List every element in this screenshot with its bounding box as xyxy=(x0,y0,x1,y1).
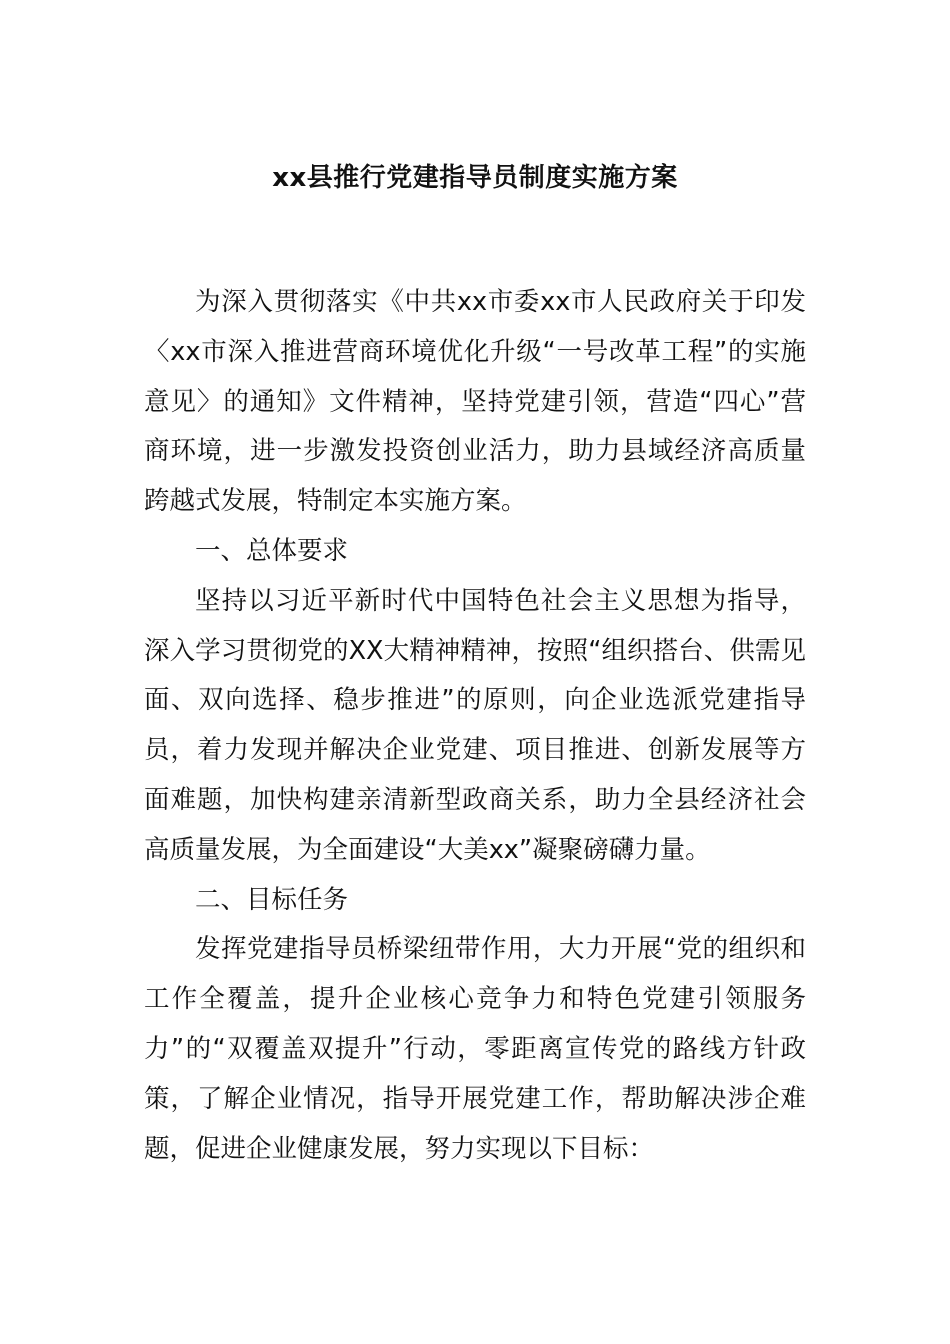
general-requirements-paragraph: 坚持以习近平新时代中国特色社会主义思想为指导，深入学习贯彻党的XX大精神精神，按照“组织搭台、供需见面、双向选择、稳步推进”的原则，向企业选派党建指导员，着力发现并解决企业党建、项目推进、创新发展等方面难题，加快构建亲清新型政商关系，助力全县经济社会高质量发展，为全面建设“大美xx”凝聚磅礴力量。 xyxy=(144,585,806,865)
section-heading-goals-tasks: 二、目标任务 xyxy=(195,884,349,915)
section-heading-general-requirements: 一、总体要求 xyxy=(195,535,349,566)
document-body xyxy=(144,278,806,1174)
goals-tasks-paragraph: 发挥党建指导员桥梁纽带作用，大力开展“党的组织和工作全覆盖，提升企业核心竞争力和特色党建引领服务力”的“双覆盖双提升”行动，零距离宣传党的路线方针政策，了解企业情况，指导开展党建工作，帮助解决涉企难题，促进企业健康发展，努力实现以下目标： xyxy=(144,934,806,1164)
document-title: xx县推行党建指导员制度实施方案 xyxy=(272,163,678,193)
intro-paragraph: 为深入贯彻落实《中共xx市委xx市人民政府关于印发〈xx市深入推进营商环境优化升级“一号改革工程”的实施意见〉的通知》文件精神，坚持党建引领，营造“四心”营商环境，进一步激发投资创业活力，助力县域经济高质量跨越式发展，特制定本实施方案。 xyxy=(144,287,806,517)
